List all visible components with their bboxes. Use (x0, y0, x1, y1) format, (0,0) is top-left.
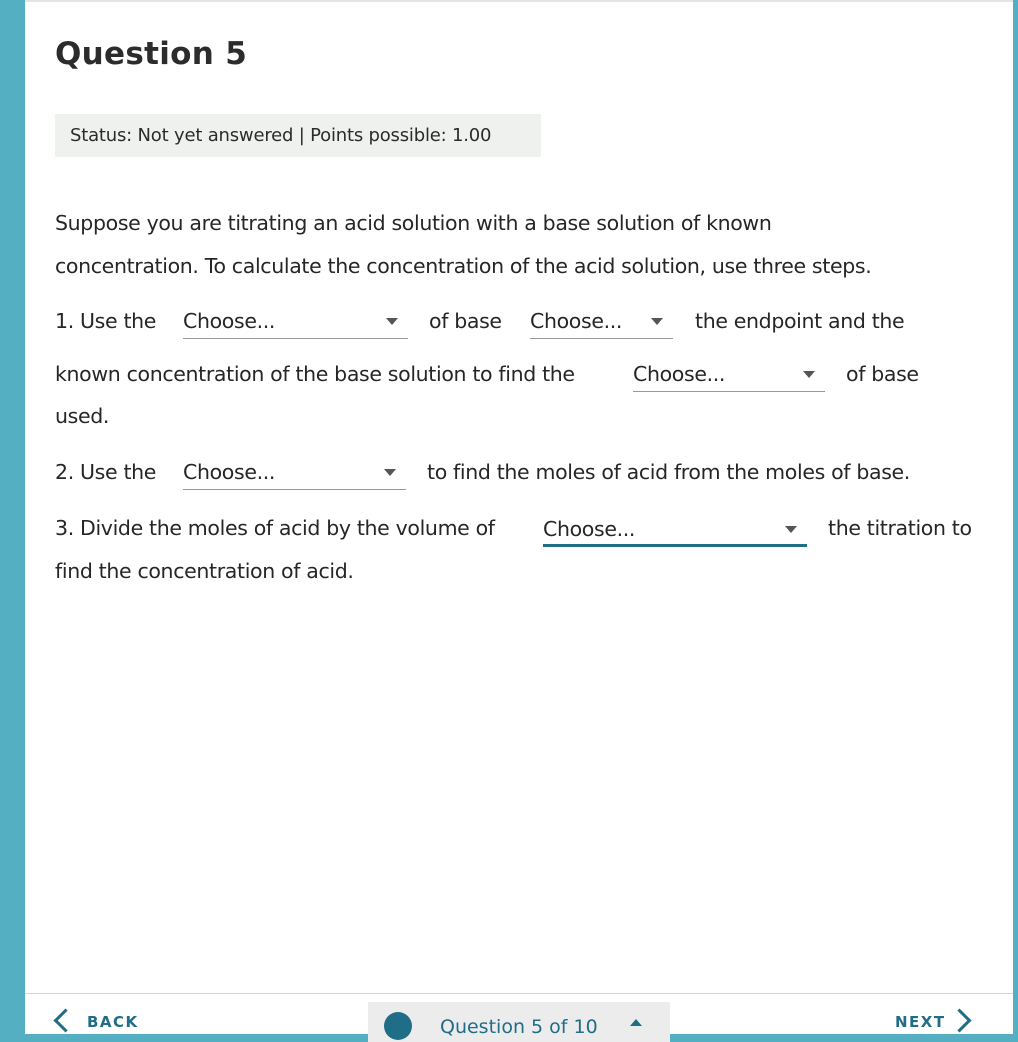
dropdown-arrow-icon (386, 318, 398, 325)
step1-select-a[interactable] (183, 303, 408, 339)
select-value: Choose... (633, 362, 726, 386)
step1-tail: the endpoint and the (695, 309, 905, 333)
step3-line-2: find the concentration of acid. (55, 559, 354, 583)
select-value: Choose... (183, 460, 276, 484)
progress-dot-icon (384, 1012, 412, 1040)
step3-tail: the titration to (828, 516, 972, 540)
chevron-left-icon (53, 1008, 77, 1032)
dropdown-arrow-icon (384, 469, 396, 476)
back-label: BACK (87, 1013, 139, 1031)
page-title: Question 5 (55, 36, 248, 72)
question-card (25, 0, 1013, 1038)
next-button[interactable] (887, 1006, 987, 1036)
prompt-line-1: Suppose you are titrating an acid solution with a base solution of known (55, 211, 772, 235)
chevron-right-icon (947, 1008, 971, 1032)
step1-select-c[interactable] (633, 356, 825, 392)
step1-line-3: used. (55, 404, 110, 428)
progress-label: Question 5 of 10 (440, 1016, 598, 1038)
top-divider (25, 0, 1013, 2)
step3-select[interactable] (543, 511, 807, 547)
caret-up-icon (630, 1019, 642, 1026)
prompt-line-2: concentration. To calculate the concentration of the acid solution, use three steps. (55, 254, 872, 278)
step1-after-select-c: of base (846, 362, 919, 386)
step1-mid: of base (429, 309, 502, 333)
dropdown-arrow-icon (785, 526, 797, 533)
step1-line-2: known concentration of the base solution to find the (55, 362, 575, 386)
select-value: Choose... (183, 309, 276, 333)
status-bar: Status: Not yet answered | Points possible: 1.00 (55, 114, 541, 157)
step2-lead: 2. Use the (55, 460, 157, 484)
select-value: Choose... (543, 517, 636, 541)
step1-select-b[interactable] (530, 303, 673, 339)
dropdown-arrow-icon (651, 318, 663, 325)
next-label: NEXT (895, 1013, 946, 1031)
step2-select[interactable] (183, 454, 406, 490)
select-value: Choose... (530, 309, 623, 333)
step3-lead: 3. Divide the moles of acid by the volume of (55, 516, 495, 540)
step2-tail: to find the moles of acid from the moles of base. (427, 460, 910, 484)
question-progress-button[interactable] (368, 1002, 670, 1042)
step1-lead: 1. Use the (55, 309, 157, 333)
dropdown-arrow-icon (803, 371, 815, 378)
footer-nav (25, 993, 1013, 1038)
